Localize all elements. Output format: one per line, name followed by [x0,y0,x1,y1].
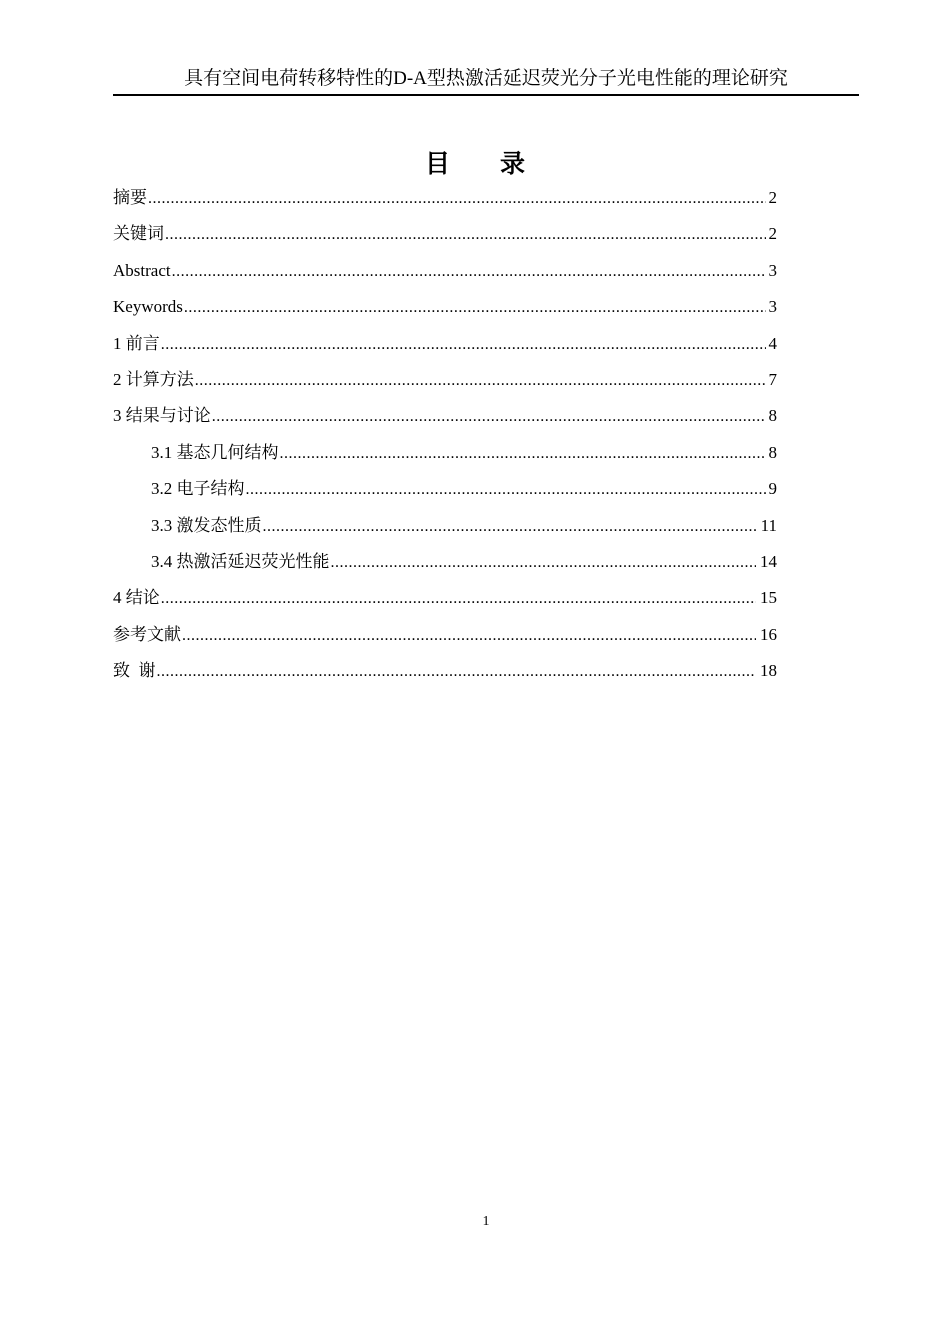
toc-entry-introduction[interactable] [113,326,777,362]
toc-entry-label: 4 结论 [113,588,160,608]
toc-entry-page: 11 [760,515,777,535]
page-number: 1 [482,1214,490,1229]
toc-entry-3-4[interactable] [113,544,777,580]
toc-entry-3-3[interactable] [113,508,777,544]
toc-entry-label: 3.3 激发态性质 [151,515,262,535]
toc-entry-page: 8 [768,442,777,462]
toc-entry-page: 16 [760,624,777,644]
toc-dot-leader [148,181,766,217]
toc-entry-page: 14 [760,551,777,571]
toc-dot-leader [280,436,767,472]
toc-entry-label: 3.1 基态几何结构 [151,442,279,462]
toc-entry-page: 8 [768,406,777,426]
toc-entry-label: 摘要 [113,188,147,207]
toc-entry-keywords-cn[interactable] [113,216,777,252]
table-of-contents [113,180,777,689]
toc-dot-leader [161,327,766,363]
toc-dot-leader [165,217,766,253]
toc-entry-references[interactable] [113,617,777,653]
toc-entry-conclusion[interactable] [113,580,777,616]
toc-title-char-2: 录 [500,149,526,178]
toc-entry-label: 2 计算方法 [113,369,194,389]
toc-entry-label: 关键词 [113,224,164,244]
toc-entry-label: Abstract [113,260,171,280]
toc-entry-page: 15 [760,588,777,608]
toc-entry-label: Keywords [113,297,183,317]
toc-dot-leader [212,399,766,435]
toc-dot-leader [263,509,757,545]
running-header: 具有空间电荷转移特性的D-A型热激活延迟荧光分子光电性能的理论研究 [113,66,859,96]
toc-entry-label: 3 结果与讨论 [113,406,211,426]
toc-title [0,146,950,182]
toc-dot-leader [161,581,756,617]
toc-entry-keywords-en[interactable] [113,289,777,325]
toc-entry-page: 4 [768,333,777,353]
toc-entry-page: 9 [768,479,777,499]
toc-entry-page: 2 [768,188,777,207]
toc-entry-label: 3.2 电子结构 [151,479,245,499]
toc-dot-leader [184,290,766,326]
toc-entry-page: 7 [768,369,777,389]
toc-entry-label: 1 前言 [113,333,160,353]
toc-dot-leader [172,254,766,290]
toc-dot-leader [331,545,757,581]
toc-entry-results[interactable] [113,398,777,434]
toc-entry-3-1[interactable] [113,435,777,471]
toc-entry-page: 18 [760,661,777,681]
toc-entry-abstract-cn[interactable] [113,180,777,216]
toc-dot-leader [182,618,756,654]
toc-entry-label: 参考文献 [113,624,181,644]
toc-entry-acknowledgements[interactable] [113,653,777,689]
toc-entry-page: 3 [768,297,777,317]
toc-dot-leader [195,363,766,399]
toc-entry-3-2[interactable] [113,471,777,507]
toc-dot-leader [157,654,757,690]
toc-entry-abstract-en[interactable] [113,253,777,289]
toc-title-char-1: 目 [424,149,450,178]
toc-dot-leader [246,472,767,508]
toc-entry-label: 致 谢 [113,661,156,681]
toc-entry-page: 2 [768,224,777,244]
toc-entry-label: 3.4 热激活延迟荧光性能 [151,551,330,571]
toc-entry-methods[interactable] [113,362,777,398]
toc-entry-page: 3 [768,260,777,280]
